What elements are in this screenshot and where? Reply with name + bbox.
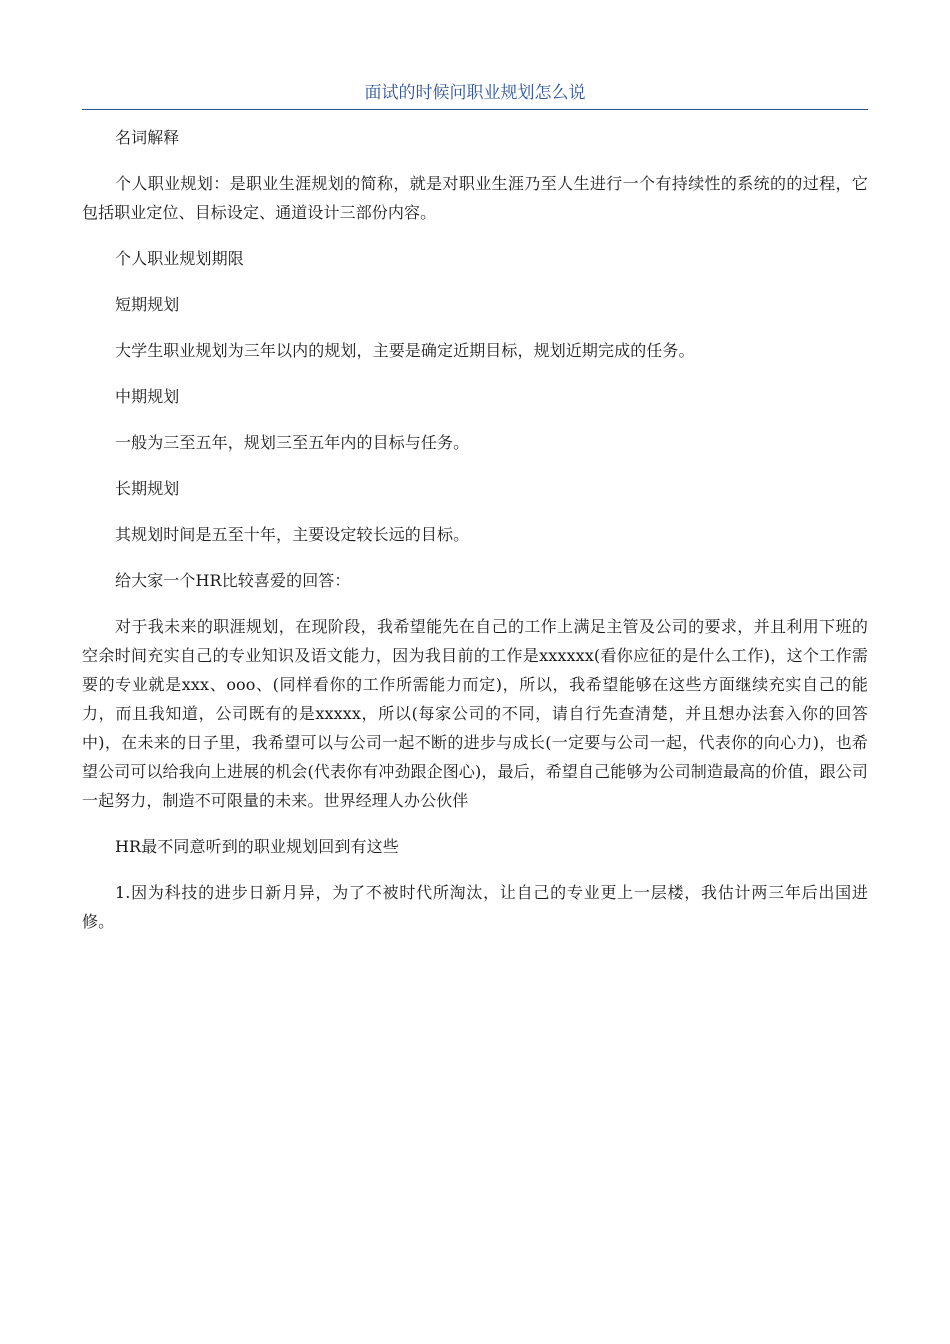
document-title: 面试的时候问职业规划怎么说	[364, 83, 586, 103]
paragraph-long-term-text: 其规划时间是五至十年，主要设定较长远的目标。	[115, 525, 470, 544]
document-body	[82, 123, 868, 953]
paragraph-hr-answer-intro: 给大家一个HR比较喜爱的回答：	[115, 571, 351, 590]
paragraph-disliked-answer-1: 1.因为科技的进步日新月异，为了不被时代所淘汰，让自己的专业更上一层楼，我估计两三年后出国进修。	[82, 883, 868, 931]
paragraph-career-plan-definition: 个人职业规划：是职业生涯规划的简称，就是对职业生涯乃至人生进行一个有持续性的系统的的过程，它包括职业定位、目标设定、通道设计三部份内容。	[82, 174, 868, 222]
paragraph-short-term-text: 大学生职业规划为三年以内的规划，主要是确定近期目标，规划近期完成的任务。	[115, 341, 695, 360]
paragraph-hr-answer: 对于我未来的职涯规划，在现阶段，我希望能先在自己的工作上满足主管及公司的要求，并且利用下班的空余时间充实自己的专业知识及语文能力，因为我目前的工作是xxxxxx(看你应征的是什么工作)，这个工作需要的专业就是xxx、ooo、(同样看你的工作所需能力而定)，所以，我希望能够在这些方面继续充实自己的能力，而且我知道，公司既有的是xxxxx，所以(每家公司的不同，请自行先查清楚，并且想办法套入你的回答中)，在未来的日子里，我希望可以与公司一起不断的进步与成长(一定要与公司一起，代表你的向心力)，也希望公司可以给我向上进展的机会(代表你有冲劲跟企图心)，最后，希望自己能够为公司制造最高的价值，跟公司一起努力，制造不可限量的未来。世界经理人办公伙伴	[82, 617, 868, 810]
paragraph-long-term-heading: 长期规划	[115, 479, 180, 498]
paragraph-mid-term-heading: 中期规划	[115, 387, 180, 406]
paragraph-plan-period-heading: 个人职业规划期限	[115, 249, 244, 268]
paragraph-mid-term-text: 一般为三至五年，规划三至五年内的目标与任务。	[115, 433, 470, 452]
page-header	[82, 78, 868, 110]
paragraph-term-definition-heading: 名词解释	[115, 128, 180, 147]
paragraph-short-term-heading: 短期规划	[115, 295, 180, 314]
paragraph-hr-disliked-heading: HR最不同意听到的职业规划回到有这些	[115, 837, 399, 856]
